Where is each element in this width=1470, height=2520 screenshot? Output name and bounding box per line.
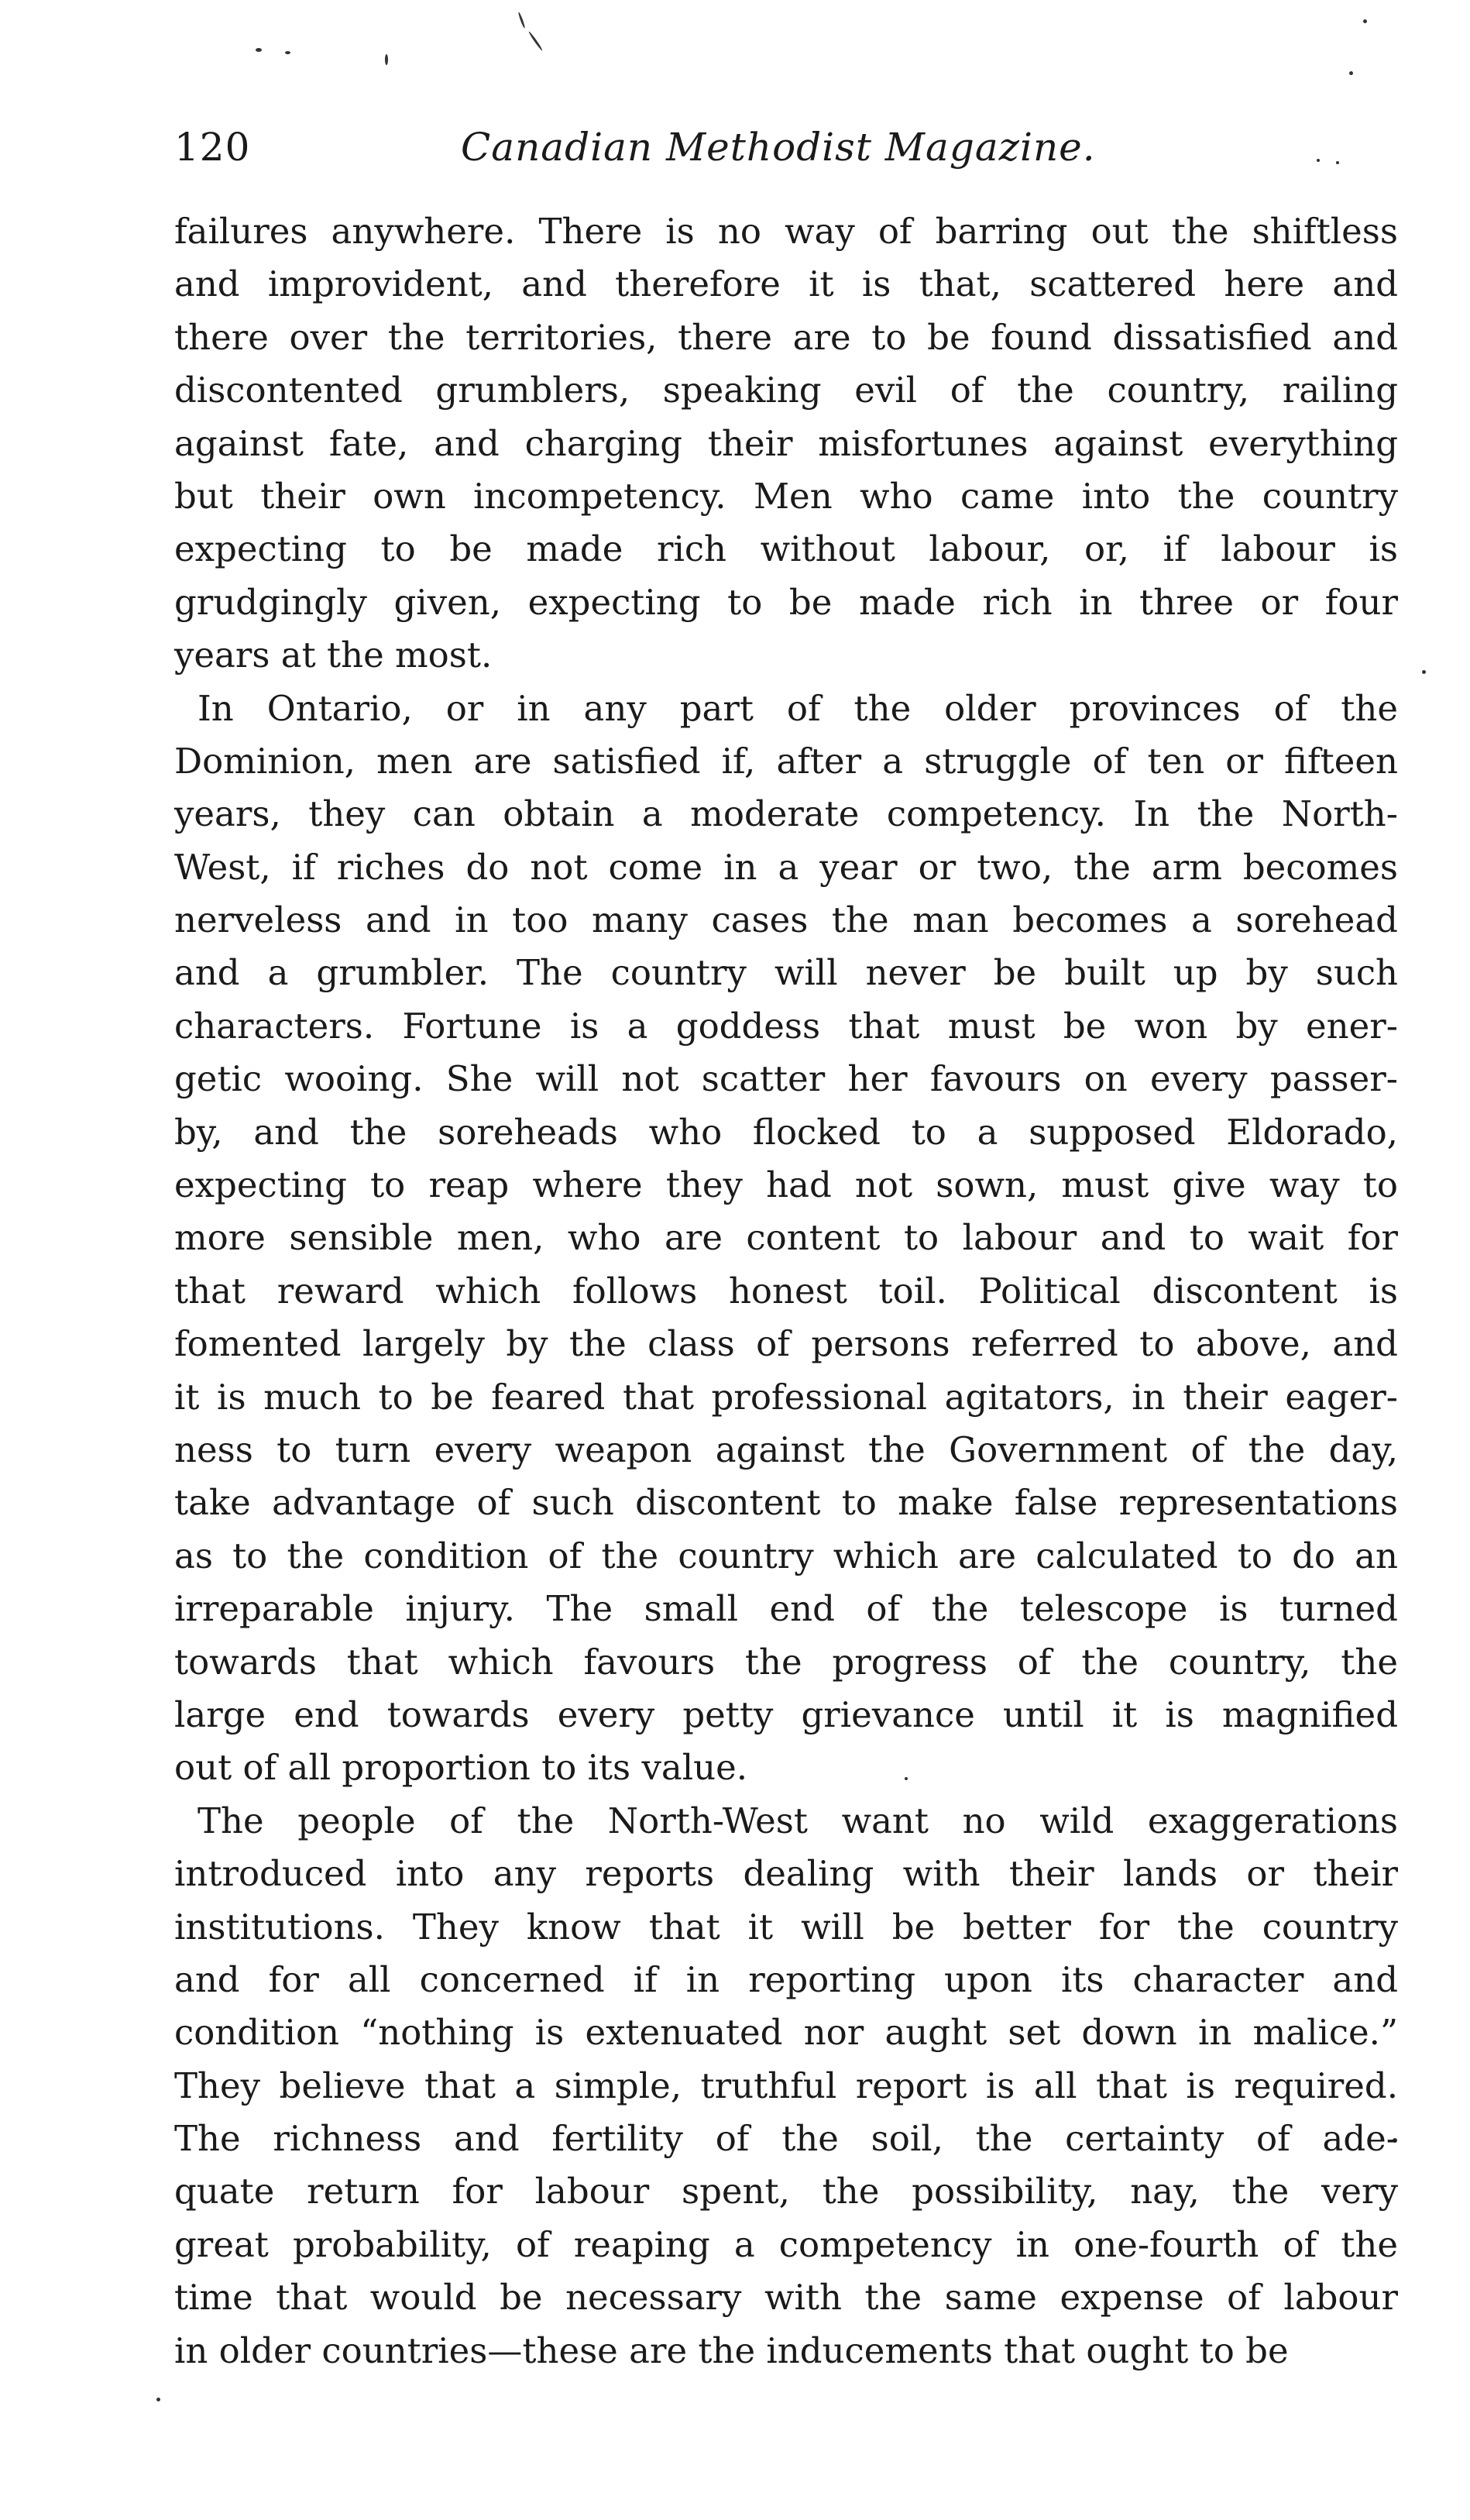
- text-line: by, and the soreheads who flocked to a supposed Eldorado,: [174, 1111, 1398, 1153]
- text-line: The richness and fertility of the soil, the certainty of ade-: [174, 2118, 1398, 2160]
- text-line: getic wooing. She will not scatter her favours on every passer-: [174, 1058, 1398, 1100]
- text-line: but their own incompetency. Men who came into the country: [174, 475, 1398, 517]
- text-line: and a grumbler. The country will never be built up by such: [174, 952, 1398, 994]
- text-line: as to the condition of the country which are calculated to do an: [174, 1535, 1398, 1576]
- dust-speck: [517, 12, 525, 29]
- text-line: In Ontario, or in any part of the older provinces of the: [197, 687, 1398, 729]
- text-line: characters. Fortune is a goddess that must be won by ener-: [174, 1005, 1398, 1047]
- page-number: 120: [174, 125, 251, 170]
- text-line: take advantage of such discontent to make false representations: [174, 1482, 1398, 1524]
- dust-speck: [1349, 71, 1353, 75]
- text-line: more sensible men, who are content to labour and to wait for: [174, 1217, 1398, 1259]
- text-line: that reward which follows honest toil. Political discontent is: [174, 1270, 1398, 1312]
- text-line: failures anywhere. There is no way of barring out the shiftless: [174, 211, 1398, 252]
- text-line: large end towards every petty grievance until it is magnified: [174, 1693, 1398, 1735]
- paragraph: [174, 205, 1398, 682]
- text-line: time that would be necessary with the same expense of labour: [174, 2277, 1398, 2319]
- text-line: ness to turn every weapon against the Government of the day,: [174, 1428, 1398, 1470]
- text-line: Dominion, men are satisfied if, after a struggle of ten or fifteen: [174, 740, 1398, 782]
- text-line: years at the most.: [174, 634, 493, 676]
- running-title: Canadian Methodist Magazine.: [461, 125, 1096, 170]
- article-body: [174, 205, 1398, 2377]
- text-line: The people of the North-West want no wild exaggerations: [197, 1800, 1398, 1841]
- dust-speck: [1422, 670, 1426, 674]
- text-line: quate return for labour spent, the possibility, nay, the very: [174, 2171, 1398, 2212]
- text-line: grudgingly given, expecting to be made rich in three or four: [174, 581, 1398, 623]
- text-line: condition “nothing is extenuated nor aught set down in malice.”: [174, 2012, 1398, 2054]
- text-line: West, if riches do not come in a year or two, the arm becomes: [174, 846, 1398, 888]
- text-line: towards that which favours the progress of the country, the: [174, 1641, 1398, 1683]
- text-line: They believe that a simple, truthful report is all that is required.: [174, 2064, 1398, 2106]
- text-line: years, they can obtain a moderate competency. In the North-: [174, 793, 1398, 835]
- text-line: nerveless and in too many cases the man becomes a sorehead: [174, 899, 1398, 941]
- text-line: and for all concerned if in reporting upon its character and: [174, 1958, 1398, 2000]
- paragraph: [174, 682, 1398, 1795]
- dust-speck: [156, 2398, 160, 2401]
- text-line: it is much to be feared that professional agitators, in their eager-: [174, 1376, 1398, 1418]
- text-line: discontented grumblers, speaking evil of the country, railing: [174, 370, 1398, 411]
- paragraph: [174, 1795, 1398, 2377]
- text-line: institutions. They know that it will be better for the country: [174, 1906, 1398, 1948]
- text-line: expecting to reap where they had not sown, must give way to: [174, 1164, 1398, 1206]
- text-line: and improvident, and therefore it is that, scattered here and: [174, 263, 1398, 305]
- text-line: irreparable injury. The small end of the telescope is turned: [174, 1588, 1398, 1630]
- dust-speck: [528, 31, 544, 51]
- dust-speck: [256, 48, 262, 52]
- text-line: there over the territories, there are to be found dissatisfied and: [174, 316, 1398, 358]
- text-line: fomented largely by the class of persons referred to above, and: [174, 1323, 1398, 1365]
- text-line: great probability, of reaping a competency in one-fourth of the: [174, 2223, 1398, 2265]
- dust-speck: [285, 51, 290, 54]
- dust-speck: [1363, 19, 1367, 23]
- text-line: introduced into any reports dealing with their lands or their: [174, 1853, 1398, 1895]
- dust-speck: [385, 54, 388, 65]
- page-header: [174, 116, 1398, 178]
- text-line: against fate, and charging their misfortunes against everything: [174, 422, 1398, 464]
- text-line: in older countries—these are the inducements that ought to be: [174, 2329, 1289, 2371]
- text-line: expecting to be made rich without labour, or, if labour is: [174, 528, 1398, 570]
- text-line: out of all proportion to its value.: [174, 1747, 748, 1789]
